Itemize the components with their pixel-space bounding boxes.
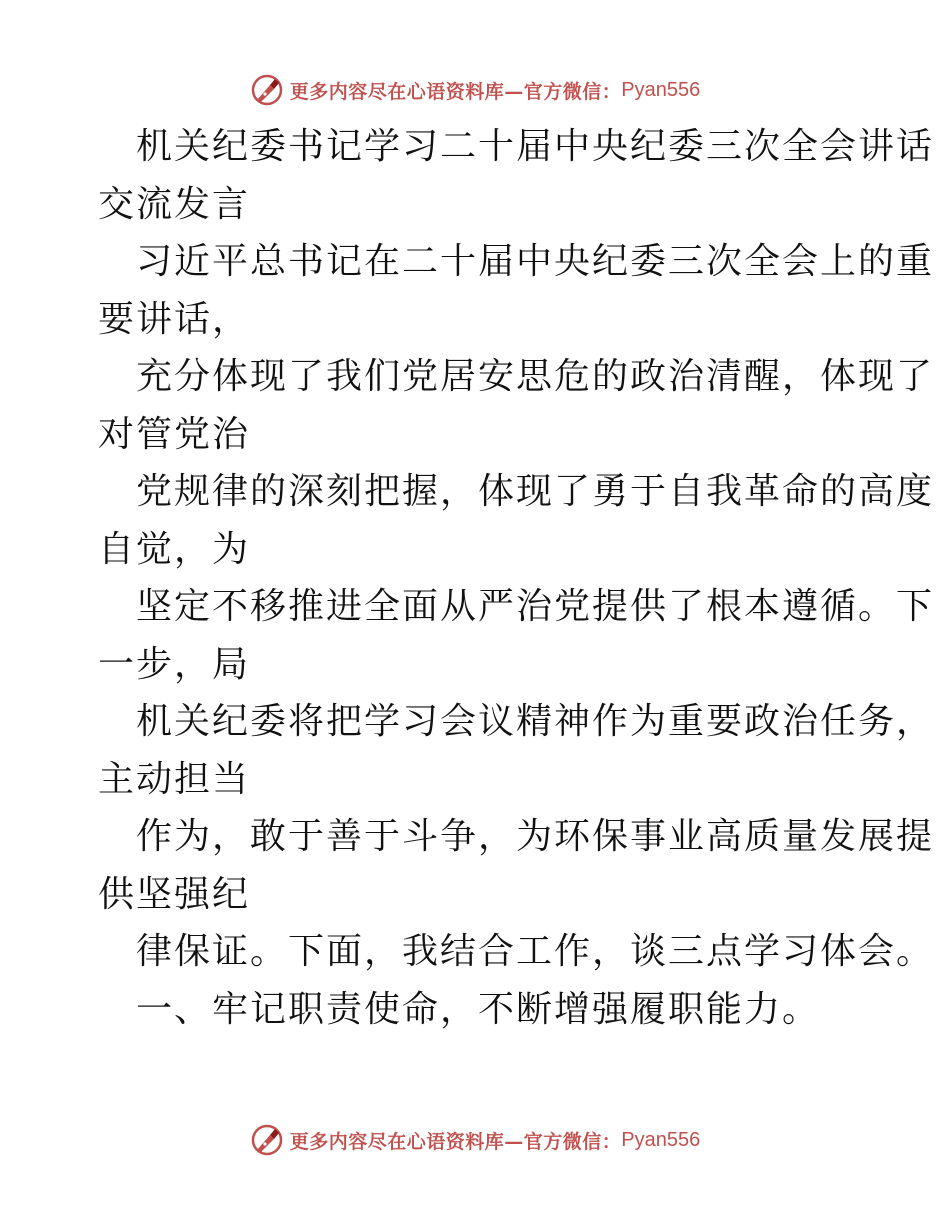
text-line: 一步，局 — [98, 643, 251, 685]
footer-watermark-banner — [0, 1120, 950, 1160]
text-line: 对管党治 — [98, 413, 251, 455]
section-heading: 一、牢记职责使命，不断增强履职能力。 — [136, 988, 821, 1030]
text-line: 党规律的深刻把握，体现了勇于自我革命的高度 — [136, 471, 935, 512]
text-line: 充分体现了我们党居安思危的政治清醒，体现了 — [136, 356, 935, 397]
text-line: 机关纪委书记学习二十届中央纪委三次全会讲话 — [136, 126, 935, 167]
header-banner-wechat-id: Pyan556 — [621, 78, 701, 101]
document-body — [98, 118, 935, 1038]
pen-nib-logo-icon — [250, 73, 284, 107]
text-line: 机关纪委将把学习会议精神作为重要政治任务， — [136, 701, 935, 742]
footer-banner-wechat-id: Pyan556 — [621, 1128, 701, 1151]
text-line: 习近平总书记在二十届中央纪委三次全会上的重 — [136, 241, 935, 282]
text-line: 作为，敢于善于斗争，为环保事业高质量发展提 — [136, 816, 935, 857]
text-line: 主动担当 — [98, 758, 251, 800]
pen-nib-logo-icon — [250, 1123, 284, 1157]
footer-banner-text: 更多内容尽在心语资料库—官方微信： — [289, 1130, 622, 1153]
header-watermark-banner — [0, 70, 950, 110]
text-line: 自觉，为 — [98, 528, 251, 570]
header-banner-text: 更多内容尽在心语资料库—官方微信： — [289, 80, 622, 103]
text-line: 律保证。下面，我结合工作，谈三点学习体会。 — [136, 931, 935, 972]
text-line: 要讲话， — [98, 298, 251, 340]
text-line: 坚定不移推进全面从严治党提供了根本遵循。下 — [136, 586, 935, 627]
text-line: 交流发言 — [98, 183, 251, 225]
text-line: 供坚强纪 — [98, 873, 251, 915]
